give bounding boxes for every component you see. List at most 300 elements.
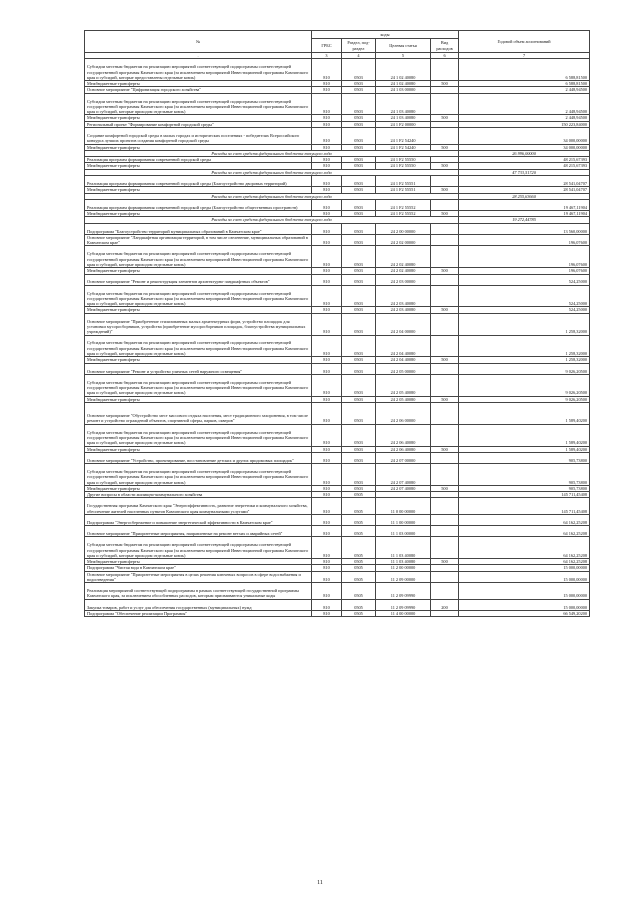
row-target: 24 1 F2 54240 [376, 128, 431, 145]
row-amount: 13 560,00000 [459, 223, 590, 234]
row-section: 0505 [342, 498, 376, 515]
header-col-number: 7 [459, 53, 590, 59]
row-target: 24 1 F2 55550 [376, 157, 431, 163]
row-amount: 145 711,45408 [459, 498, 590, 515]
row-expense-type: 500 [431, 485, 459, 491]
row-expense-type: 500 [431, 268, 459, 274]
row-expense-type [431, 313, 459, 335]
row-expense-type [431, 464, 459, 486]
row-section: 0503 [342, 274, 376, 285]
row-expense-type [431, 285, 459, 307]
row-amount: 66 549,20200 [459, 610, 590, 616]
row-section: 0503 [342, 223, 376, 234]
row-name: Межбюджетные трансферты [85, 115, 312, 121]
row-name: Реализация мероприятий соответствующей подпрограммы в рамках соответствующей государственной программы Камчатского края, за исключением обособленных расходов, которым присваиваются уникальные коды [85, 583, 312, 600]
table-row [85, 599, 590, 610]
row-section: 0505 [342, 526, 376, 537]
row-section: 0505 [342, 565, 376, 571]
row-amount: 524,25000 [459, 274, 590, 285]
row-grbs: 810 [312, 559, 342, 565]
row-target: 24 1 02 40080 [376, 59, 431, 81]
row-amount: 6 588,81500 [459, 59, 590, 81]
row-name: Подпрограмма "Благоустройство территорий муниципальных образований в Камчатском крае" [85, 223, 312, 234]
row-amount: 64 162,25208 [459, 526, 590, 537]
row-target: 24 1 F2 55551 [376, 176, 431, 187]
row-amount: 15 000,00000 [459, 565, 590, 571]
row-name: Субсидии местным бюджетам на реализацию мероприятий соответствующей подпрограммы соответствующей государственной программы Камчатского края (за исключением мероприятий Инвестиционной программы Камчатского края и субсидий, которые приходом отдельные ковль) [85, 464, 312, 486]
row-target: 11 0 00 00000 [376, 498, 431, 515]
row-name: Межбюджетные трансферты [85, 211, 312, 217]
header-target: Целевая статья [376, 39, 431, 53]
row-grbs: 810 [312, 571, 342, 583]
row-name: Субсидии местным бюджетам на реализацию мероприятий соответствующей подпрограммы соответствующей государственной программы Камчатского края (за исключением мероприятий Инвестиционной программы Камчатского края и субсидий, которые приходом отдельные ковль) [85, 93, 312, 115]
row-target: 24 2 02 40080 [376, 268, 431, 274]
row-target: 11 1 03 00000 [376, 526, 431, 537]
row-section: 0503 [342, 446, 376, 452]
row-section: 0505 [342, 610, 376, 616]
row-grbs: 810 [312, 81, 342, 87]
table-row [85, 424, 590, 446]
header-col-number: 4 [342, 53, 376, 59]
row-grbs: 810 [312, 537, 342, 559]
row-amount: 6 588,81500 [459, 81, 590, 87]
row-target: 24 2 02 00000 [376, 234, 431, 246]
row-expense-type [431, 363, 459, 374]
row-target: 24 2 04 00000 [376, 313, 431, 335]
row-name: Межбюджетные трансферты [85, 307, 312, 313]
row-target: 24 1 F2 00000 [376, 121, 431, 127]
row-grbs: 810 [312, 402, 342, 424]
row-name: Подпрограмма "Обеспечение реализации Программы" [85, 610, 312, 616]
row-section: 0505 [342, 514, 376, 525]
row-expense-type [431, 199, 459, 210]
row-target: 24 1 F2 54240 [376, 144, 431, 150]
row-target: 24 1 F2 55552 [376, 211, 431, 217]
note-amount: 19 272,44785 [459, 217, 590, 223]
row-section: 0503 [342, 485, 376, 491]
table-row [85, 128, 590, 145]
row-expense-type: 500 [431, 396, 459, 402]
row-target: 24 2 06 40080 [376, 446, 431, 452]
table-row [85, 363, 590, 374]
row-amount: 28 541,04707 [459, 187, 590, 193]
table-row [85, 285, 590, 307]
row-section: 0503 [342, 246, 376, 268]
table-body [85, 59, 590, 617]
row-name: Субсидии местным бюджетам на реализацию мероприятий соответствующей подпрограммы соответствующей государственной программы Камчатского края (за исключением мероприятий Инвестиционной программы Камчатского края и субсидий, которые предоставлены отдельные ковль) [85, 59, 312, 81]
row-grbs: 810 [312, 335, 342, 357]
row-amount: 64 162,25208 [459, 559, 590, 565]
table-row [85, 452, 590, 463]
row-grbs: 810 [312, 610, 342, 616]
row-grbs: 810 [312, 87, 342, 93]
row-section: 0503 [342, 163, 376, 169]
row-amount: 905,73800 [459, 452, 590, 463]
row-amount: 196,07600 [459, 246, 590, 268]
row-amount: 9 026,20500 [459, 374, 590, 396]
row-name: Основное мероприятие "Приобретение стилизованных малых архитектурных форм, устройство площадок для установки мусоросборников, устройства (приобретение мусоросборников площадок, благоустройства муниципальных учреждений)" [85, 313, 312, 335]
table-row [85, 583, 590, 600]
row-section: 0503 [342, 81, 376, 87]
row-target: 24 2 03 00000 [376, 274, 431, 285]
row-amount: 524,25000 [459, 285, 590, 307]
row-name: Основное мероприятие "Обустройство мест массового отдыха населения, мест традиционного захоронения, в том числе ремонт и устройство ограждений объектов, спортивной сферы, парков, скверов" [85, 402, 312, 424]
row-amount: 28 541,04707 [459, 176, 590, 187]
row-grbs: 810 [312, 307, 342, 313]
row-name: Основное мероприятие "Цифровизация городского хозяйства" [85, 87, 312, 93]
row-target: 24 2 07 40080 [376, 485, 431, 491]
note-amount: 28 255,63660 [459, 193, 590, 199]
row-expense-type: 500 [431, 81, 459, 87]
table-header [85, 31, 590, 59]
row-target: 11 1 03 40080 [376, 537, 431, 559]
row-grbs: 810 [312, 246, 342, 268]
row-grbs: 810 [312, 498, 342, 515]
note-text: Расходы за счет средств федерального бюджета текущего года [85, 150, 459, 156]
row-section: 0503 [342, 335, 376, 357]
row-name: Создание комфортной городской среды в малых городах и исторических поселениях - победителях Всероссийского конкурса лучших проектов создания комфортной городской среды [85, 128, 312, 145]
row-section: 0503 [342, 93, 376, 115]
row-grbs: 810 [312, 187, 342, 193]
row-section: 0503 [342, 121, 376, 127]
table-row [85, 537, 590, 559]
row-grbs: 810 [312, 396, 342, 402]
row-target: 11 1 03 40080 [376, 559, 431, 565]
row-target: 24 2 05 40080 [376, 374, 431, 396]
table-row [85, 335, 590, 357]
row-section: 0503 [342, 157, 376, 163]
row-section: 0503 [342, 115, 376, 121]
row-name: Межбюджетные трансферты [85, 396, 312, 402]
row-amount: 1 589,40200 [459, 424, 590, 446]
row-grbs: 810 [312, 59, 342, 81]
row-name: Межбюджетные трансферты [85, 485, 312, 491]
row-name: Реализация программ формирования современной городской среды (Благоустройство дворовых территорий) [85, 176, 312, 187]
row-amount: 905,73800 [459, 464, 590, 486]
row-expense-type [431, 537, 459, 559]
row-target: 24 2 06 00000 [376, 402, 431, 424]
row-expense-type [431, 59, 459, 81]
row-grbs: 810 [312, 234, 342, 246]
row-amount: 1 258,32000 [459, 313, 590, 335]
row-expense-type: 500 [431, 211, 459, 217]
table-row [85, 176, 590, 187]
row-name: Основное мероприятие "Ремонт и реконструкция элементов архитектурно-ландшафтных объектов" [85, 274, 312, 285]
row-grbs: 810 [312, 274, 342, 285]
row-name: Субсидии местным бюджетам на реализацию мероприятий соответствующей подпрограммы соответствующей государственной программы Камчатского края (за исключением мероприятий Инвестиционной программы Камчатского края и субсидий, которые приходом отдельные ковль) [85, 424, 312, 446]
row-section: 0503 [342, 464, 376, 486]
row-name: Реализация программ формирования современной городской среды (Благоустройство общественных пространств) [85, 199, 312, 210]
note-text: Расходы за счет средств федерального бюджета текущего года [85, 217, 459, 223]
row-amount: 9 026,20500 [459, 396, 590, 402]
row-section: 0505 [342, 599, 376, 610]
row-section: 0505 [342, 583, 376, 600]
row-target: 24 2 03 40080 [376, 285, 431, 307]
row-expense-type [431, 128, 459, 145]
row-grbs: 810 [312, 374, 342, 396]
row-expense-type: 500 [431, 559, 459, 565]
row-expense-type [431, 335, 459, 357]
row-grbs: 810 [312, 526, 342, 537]
row-target: 24 1 03 40080 [376, 93, 431, 115]
row-amount: 2 448,94500 [459, 115, 590, 121]
row-amount: 196,07600 [459, 234, 590, 246]
row-section: 0503 [342, 176, 376, 187]
row-grbs: 810 [312, 464, 342, 486]
row-section: 0503 [342, 87, 376, 93]
row-section: 0503 [342, 313, 376, 335]
row-expense-type [431, 514, 459, 525]
row-grbs: 810 [312, 163, 342, 169]
row-target: 11 2 00 00000 [376, 565, 431, 571]
row-expense-type: 200 [431, 599, 459, 610]
row-expense-type: 500 [431, 115, 459, 121]
row-section: 0503 [342, 396, 376, 402]
row-target: 24 1 F2 55550 [376, 163, 431, 169]
row-amount: 524,25000 [459, 307, 590, 313]
row-grbs: 810 [312, 357, 342, 363]
row-section: 0503 [342, 357, 376, 363]
row-expense-type: 500 [431, 187, 459, 193]
row-section: 0505 [342, 492, 376, 498]
row-expense-type [431, 246, 459, 268]
header-annual: Годовой объем ассигнований [459, 31, 590, 53]
budget-table [84, 30, 590, 617]
row-grbs: 810 [312, 285, 342, 307]
row-grbs: 810 [312, 565, 342, 571]
row-amount: 1 589,40200 [459, 446, 590, 452]
row-name: Межбюджетные трансферты [85, 357, 312, 363]
row-target: 24 2 05 40080 [376, 396, 431, 402]
row-amount: 1 258,32000 [459, 335, 590, 357]
row-name: Подпрограмма "Энергосбережение и повышение энергетической эффективности в Камчатском крае" [85, 514, 312, 525]
row-name: Субсидии местным бюджетам на реализацию мероприятий соответствующей подпрограммы соответствующей государственной программы Камчатского края (за исключением мероприятий Инвестиционной программы Камчатского края и субсидий, которые приходом отдельные ковль) [85, 537, 312, 559]
row-target: 11 2 09 00000 [376, 571, 431, 583]
row-name: Основное мероприятие "Приоритетные мероприятия в целях решения ключевых вопросов в сфере водоснабжения и водоотведения" [85, 571, 312, 583]
row-name: Закупка товаров, работ и услуг для обеспечения государственных (муниципальных) нужд [85, 599, 312, 610]
row-grbs: 810 [312, 583, 342, 600]
row-expense-type: 500 [431, 163, 459, 169]
row-target: 24 1 F2 55552 [376, 199, 431, 210]
table-row [85, 199, 590, 210]
row-amount: 34 000,00000 [459, 128, 590, 145]
row-amount: 196,07600 [459, 268, 590, 274]
header-col-number: 5 [376, 53, 431, 59]
row-grbs: 810 [312, 144, 342, 150]
row-amount: 34 000,00000 [459, 144, 590, 150]
note-amount: 47 733,51720 [459, 169, 590, 175]
row-section: 0503 [342, 128, 376, 145]
table-row [85, 498, 590, 515]
table-row [85, 514, 590, 525]
row-target: 24 1 03 40080 [376, 115, 431, 121]
row-amount: 48 215,67393 [459, 163, 590, 169]
row-section: 0503 [342, 211, 376, 217]
row-expense-type [431, 234, 459, 246]
row-name: Межбюджетные трансферты [85, 163, 312, 169]
table-row [85, 59, 590, 81]
row-grbs: 810 [312, 176, 342, 187]
row-target: 24 2 00 00000 [376, 223, 431, 234]
header-section: Раздел, под-раздел [342, 39, 376, 53]
row-name: Основное мероприятие "Ремонт и устройство уличных сетей наружного освещения" [85, 363, 312, 374]
row-expense-type [431, 424, 459, 446]
row-amount: 2 448,94500 [459, 93, 590, 115]
header-grbs: ГРБС [312, 39, 342, 53]
row-target: 11 2 09 09990 [376, 583, 431, 600]
row-grbs: 810 [312, 223, 342, 234]
table-row [85, 464, 590, 486]
table-row [85, 313, 590, 335]
row-name: Субсидии местным бюджетам на реализацию мероприятий соответствующей подпрограммы соответствующей государственной программы Камчатского края (за исключением мероприятий Инвестиционной программы Камчатского края и субсидий, которые приходом отдельные ковль) [85, 335, 312, 357]
row-section: 0503 [342, 424, 376, 446]
row-amount: 2 448,94500 [459, 87, 590, 93]
row-target: 11 4 00 00000 [376, 610, 431, 616]
row-target: 24 2 06 40080 [376, 424, 431, 446]
row-expense-type [431, 526, 459, 537]
page-number: 11 [317, 880, 323, 886]
row-name: Подпрограмма "Чистая вода в Камчатском крае" [85, 565, 312, 571]
header-codes: коды [312, 31, 459, 39]
table-row [85, 402, 590, 424]
row-amount: 9 026,20500 [459, 363, 590, 374]
row-amount: 145 711,45408 [459, 492, 590, 498]
header-no: № [85, 31, 312, 53]
row-name: Реализация программ формирования современной городской среды [85, 157, 312, 163]
row-name: Основное мероприятие "Ландшафтная организация территорий, в том числе озеленение, муниципальных образований в Камчатском крае" [85, 234, 312, 246]
row-target: 24 2 07 00000 [376, 452, 431, 463]
row-section: 0505 [342, 559, 376, 565]
row-grbs: 810 [312, 599, 342, 610]
row-expense-type [431, 571, 459, 583]
row-grbs: 810 [312, 363, 342, 374]
row-name: Государственная программа Камчатского края "Энергоэффективность, развитие энергетики и коммунального хозяйства, обеспечение жителей населенных пунктов Камчатского края коммунальными услугами" [85, 498, 312, 515]
row-target: 11 2 09 09990 [376, 599, 431, 610]
table-row [85, 610, 590, 616]
row-name: Основное мероприятие "Приоритетные мероприятия, направленные на ремонт ветхих и аварийных сетей" [85, 526, 312, 537]
row-grbs: 810 [312, 115, 342, 121]
row-expense-type [431, 176, 459, 187]
row-grbs: 810 [312, 93, 342, 115]
table-row [85, 246, 590, 268]
row-grbs: 810 [312, 485, 342, 491]
row-grbs: 810 [312, 452, 342, 463]
row-amount: 48 215,67393 [459, 157, 590, 163]
row-amount: 15 000,00000 [459, 571, 590, 583]
table-row [85, 526, 590, 537]
table-row [85, 234, 590, 246]
row-amount: 19 467,11904 [459, 211, 590, 217]
row-amount: 64 162,25208 [459, 514, 590, 525]
row-amount: 64 162,25208 [459, 537, 590, 559]
row-name: Субсидии местным бюджетам на реализацию мероприятий соответствующей подпрограммы соответствующей государственной программы Камчатского края (за исключением мероприятий Инвестиционной программы Камчатского края и субсидий, которые приходом отдельные ковль) [85, 374, 312, 396]
row-section: 0503 [342, 363, 376, 374]
row-name: Основное мероприятие "Устройство, проектирование, восстановление детских и других придомовых площадок" [85, 452, 312, 463]
row-target: 24 2 03 40080 [376, 307, 431, 313]
row-expense-type [431, 274, 459, 285]
row-section: 0503 [342, 144, 376, 150]
table-row [85, 274, 590, 285]
row-target: 24 1 03 00000 [376, 87, 431, 93]
row-target: 24 2 05 00000 [376, 363, 431, 374]
row-grbs: 810 [312, 446, 342, 452]
row-target: 24 2 02 40080 [376, 246, 431, 268]
row-name: Межбюджетные трансферты [85, 144, 312, 150]
header-col-number: 3 [312, 53, 342, 59]
note-text: Расходы за счет средств федерального бюджета текущего года [85, 169, 459, 175]
row-section: 0503 [342, 402, 376, 424]
table-row [85, 571, 590, 583]
row-name: Субсидии местным бюджетам на реализацию мероприятий соответствующей подпрограммы соответствующей государственной программы Камчатского края (за исключением мероприятий Инвестиционной программы Камчатского края и субсидий, которые приходом отдельные ковль) [85, 246, 312, 268]
row-section: 0503 [342, 285, 376, 307]
note-amount: 26 996,00000 [459, 150, 590, 156]
row-name: Другие вопросы в области жилищно-коммунального хозяйства [85, 492, 312, 498]
row-amount: 1 589,40200 [459, 402, 590, 424]
row-amount: 15 000,00000 [459, 599, 590, 610]
row-expense-type [431, 374, 459, 396]
row-target: 24 2 07 40080 [376, 464, 431, 486]
row-name: Межбюджетные трансферты [85, 446, 312, 452]
row-expense-type: 500 [431, 357, 459, 363]
row-grbs: 810 [312, 313, 342, 335]
row-expense-type [431, 583, 459, 600]
row-amount: 15 000,00000 [459, 583, 590, 600]
row-section: 0505 [342, 571, 376, 583]
row-grbs: 810 [312, 492, 342, 498]
row-section: 0503 [342, 234, 376, 246]
row-name: Региональный проект "Формирование комфортной городской среды" [85, 121, 312, 127]
row-amount: 1 258,32000 [459, 357, 590, 363]
note-text: Расходы за счет средств федерального бюджета текущего года [85, 193, 459, 199]
row-amount: 19 467,11904 [459, 199, 590, 210]
row-name: Межбюджетные трансферты [85, 81, 312, 87]
header-col-number: . [85, 53, 312, 59]
row-name: Межбюджетные трансферты [85, 559, 312, 565]
row-name: Субсидии местным бюджетам на реализацию мероприятий соответствующей подпрограммы соответствующей государственной программы Камчатского края (за исключением мероприятий Инвестиционной программы Камчатского края и субсидий, которые приходом отдельные ковль) [85, 285, 312, 307]
row-section: 0503 [342, 452, 376, 463]
row-target: 11 1 00 00000 [376, 514, 431, 525]
row-target: 24 2 04 40080 [376, 357, 431, 363]
row-name: Межбюджетные трансферты [85, 187, 312, 193]
row-expense-type: 500 [431, 307, 459, 313]
row-section: 0503 [342, 307, 376, 313]
row-expense-type: 500 [431, 446, 459, 452]
row-expense-type [431, 610, 459, 616]
row-expense-type [431, 452, 459, 463]
row-section: 0503 [342, 268, 376, 274]
table-row [85, 223, 590, 234]
row-grbs: 810 [312, 424, 342, 446]
row-grbs: 810 [312, 199, 342, 210]
row-expense-type [431, 498, 459, 515]
row-amount: 150 223,84000 [459, 121, 590, 127]
row-grbs: 810 [312, 268, 342, 274]
row-expense-type [431, 402, 459, 424]
row-grbs: 810 [312, 514, 342, 525]
row-expense-type [431, 93, 459, 115]
row-expense-type: 500 [431, 144, 459, 150]
table-row [85, 374, 590, 396]
row-section: 0503 [342, 187, 376, 193]
header-col-number: 6 [431, 53, 459, 59]
row-grbs: 810 [312, 157, 342, 163]
row-section: 0503 [342, 59, 376, 81]
row-section: 0503 [342, 199, 376, 210]
row-section: 0503 [342, 374, 376, 396]
table-row [85, 93, 590, 115]
row-target: 24 2 04 40080 [376, 335, 431, 357]
row-target: 24 1 02 40080 [376, 81, 431, 87]
